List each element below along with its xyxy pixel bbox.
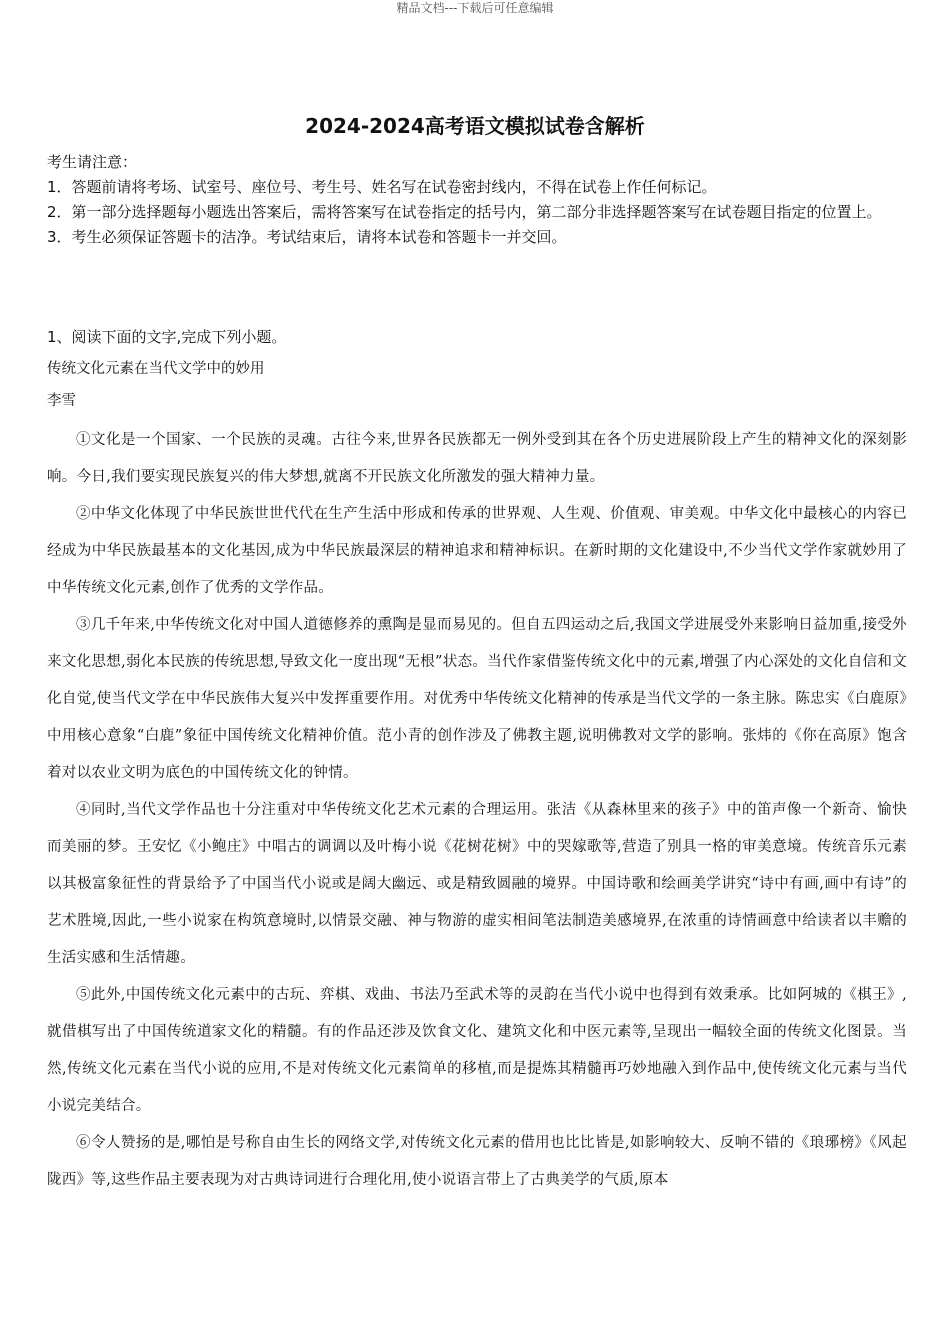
header-note: 精品文档---下载后可任意编辑 [396, 1, 554, 15]
notice-heading: 考生请注意： [47, 153, 138, 171]
notice-item: 2．第一部分选择题每小题选出答案后，需将答案写在试卷指定的括号内，第二部分非选择题答案写在试卷题目指定的位置上。 [47, 203, 882, 221]
article-title: 传统文化元素在当代文学中的妙用 [47, 361, 265, 377]
article-paragraph: ⑥令人赞扬的是,哪怕是号称自由生长的网络文学,对传统文化元素的借用也比比皆是,如影响较大、反响不错的《琅琊榜》《风起陇西》等,这些作品主要表现为对古典诗词进行合理化用,使小说语言带上了古典美学的气质,原本 [47, 1135, 907, 1188]
notice-item: 3．考生必须保证答题卡的洁净。考试结束后，请将本试卷和答题卡一并交回。 [47, 228, 567, 246]
question-block [47, 326, 907, 1199]
question-stem: 1、阅读下面的文字,完成下列小题。 [47, 328, 287, 346]
article-paragraph: ②中华文化体现了中华民族世世代代在生产生活中形成和传承的世界观、人生观、价值观、审美观。中华文化中最核心的内容已经成为中华民族最基本的文化基因,成为中华民族最深层的精神追求和精神标识。在新时期的文化建设中,不少当代文学作家就妙用了中华传统文化元素,创作了优秀的文学作品。 [47, 506, 907, 596]
article-author: 李雪 [47, 393, 76, 409]
article-paragraph: ④同时,当代文学作品也十分注重对中华传统文化艺术元素的合理运用。张洁《从森林里来的孩子》中的笛声像一个新奇、愉快而美丽的梦。王安忆《小鲍庄》中唱古的调调以及叶梅小说《花树花树》中的哭嫁歌等,营造了别具一格的审美意境。传统音乐元素以其极富象征性的背景给予了中国当代小说或是阔大幽远、或是精致圆融的境界。中国诗歌和绘画美学讲究“诗中有画,画中有诗”的艺术胜境,因此,一些小说家在构筑意境时,以情景交融、神与物游的虚实相间笔法制造美感境界,在浓重的诗情画意中给读者以丰赡的生活实感和生活情趣。 [47, 802, 907, 966]
notice-item: 1．答题前请将考场、试室号、座位号、考生号、姓名写在试卷密封线内，不得在试卷上作任何标记。 [47, 178, 717, 196]
article-paragraph: ③几千年来,中华传统文化对中国人道德修养的熏陶是显而易见的。但自五四运动之后,我国文学进展受外来影响日益加重,接受外来文化思想,弱化本民族的传统思想,导致文化一度出现“无根”状态。当代作家借鉴传统文化中的元素,增强了内心深处的文化自信和文化自觉,使当代文学在中华民族伟大复兴中发挥重要作用。对优秀中华传统文化精神的传承是当代文学的一条主脉。陈忠实《白鹿原》中用核心意象“白鹿”象征中国传统文化精神价值。范小青的创作涉及了佛教主题,说明佛教对文学的影响。张炜的《你在高原》饱含着对以农业文明为底色的中国传统文化的钟情。 [47, 617, 907, 781]
article-paragraph: ①文化是一个国家、一个民族的灵魂。古往今来,世界各民族都无一例外受到其在各个历史进展阶段上产生的精神文化的深刻影响。今日,我们要实现民族复兴的伟大梦想,就离不开民族文化所激发的强大精神力量。 [47, 432, 907, 485]
exam-notice [47, 150, 907, 250]
article-paragraph: ⑤此外,中国传统文化元素中的古玩、弈棋、戏曲、书法乃至武术等的灵韵在当代小说中也得到有效秉承。比如阿城的《棋王》,就借棋写出了中国传统道家文化的精髓。有的作品还涉及饮食文化、建筑文化和中医元素等,呈现出一幅较全面的传统文化图景。当然,传统文化元素在当代小说的应用,不是对传统文化元素简单的移植,而是提炼其精髓再巧妙地融入到作品中,使传统文化元素与当代小说完美结合。 [47, 987, 907, 1114]
document-title: 2024-2024高考语文模拟试卷含解析 [305, 114, 645, 138]
